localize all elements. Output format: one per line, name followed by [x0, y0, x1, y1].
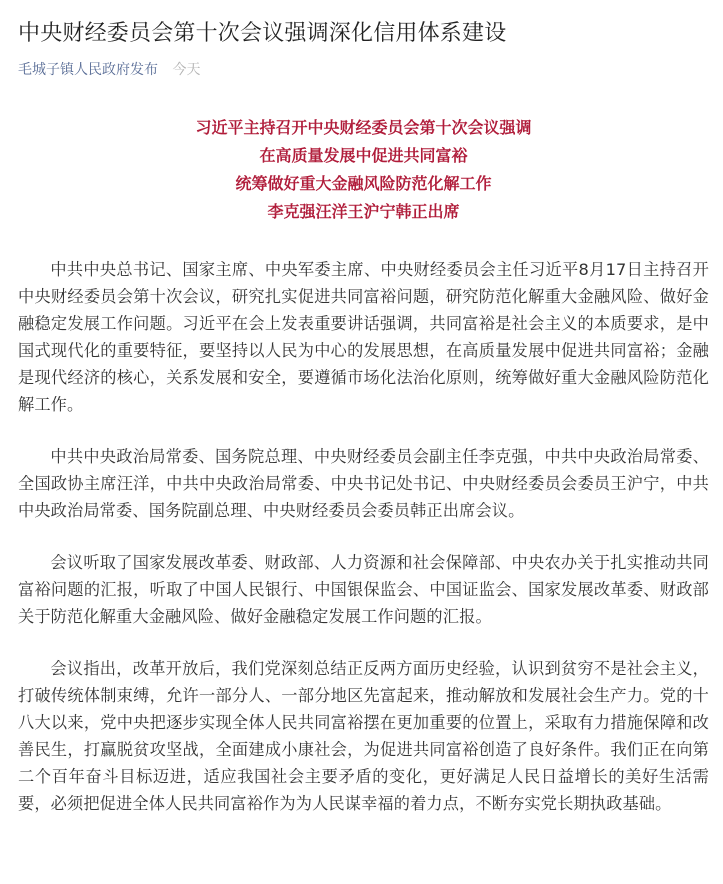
article-meta — [18, 60, 709, 80]
body-paragraph: 会议听取了国家发展改革委、财政部、人力资源和社会保障部、中央农办关于扎实推动共同富裕问题的汇报，听取了中国人民银行、中国银保监会、中国证监会、国家发展改革委、财政部关于防范化解重大金融风险、做好金融稳定发展工作问题的汇报。 — [18, 553, 709, 626]
body-paragraph: 中共中央政治局常委、国务院总理、中央财经委员会副主任李克强，中共中央政治局常委、全国政协主席汪洋，中共中央政治局常委、中央书记处书记、中央财经委员会委员王沪宁，中共中央政治局常委、国务院副总理、中央财经委员会委员韩正出席会议。 — [18, 447, 709, 520]
headline-block — [18, 114, 709, 226]
headline-line: 统筹做好重大金融风险防范化解工作 — [235, 174, 492, 193]
source-account-link[interactable]: 毛城子镇人民政府发布 — [18, 62, 158, 78]
article-title: 中央财经委员会第十次会议强调深化信用体系建设 — [18, 21, 507, 46]
body-paragraph: 会议指出，改革开放后，我们党深刻总结正反两方面历史经验，认识到贫穷不是社会主义，打破传统体制束缚，允许一部分人、一部分地区先富起来，推动解放和发展社会生产力。党的十八大以来，党中央把逐步实现全体人民共同富裕摆在更加重要的位置上，采取有力措施保障和改善民生，打赢脱贫攻坚战，全面建成小康社会，为促进共同富裕创造了良好条件。我们正在向第二个百年奋斗目标迈进，适应我国社会主要矛盾的变化，更好满足人民日益增长的美好生活需要，必须把促进全体人民共同富裕作为为人民谋幸福的着力点，不断夯实党长期执政基础。 — [18, 659, 709, 813]
headline-line: 习近平主持召开中央财经委员会第十次会议强调 — [195, 118, 532, 137]
publish-date: 今天 — [172, 62, 201, 78]
body-paragraph: 中共中央总书记、国家主席、中央军委主席、中央财经委员会主任习近平8月17日主持召开中央财经委员会第十次会议，研究扎实促进共同富裕问题，研究防范化解重大金融风险、做好金融稳定发展工作问题。习近平在会上发表重要讲话强调，共同富裕是社会主义的本质要求，是中国式现代化的重要特征，要坚持以人民为中心的发展思想，在高质量发展中促进共同富裕；金融是现代经济的核心，关系发展和安全，要遵循市场化法治化原则，统筹做好重大金融风险防范化解工作。 — [18, 260, 709, 414]
headline-line: 李克强汪洋王沪宁韩正出席 — [267, 202, 460, 221]
article-body — [18, 256, 709, 817]
headline-line: 在高质量发展中促进共同富裕 — [259, 146, 468, 165]
